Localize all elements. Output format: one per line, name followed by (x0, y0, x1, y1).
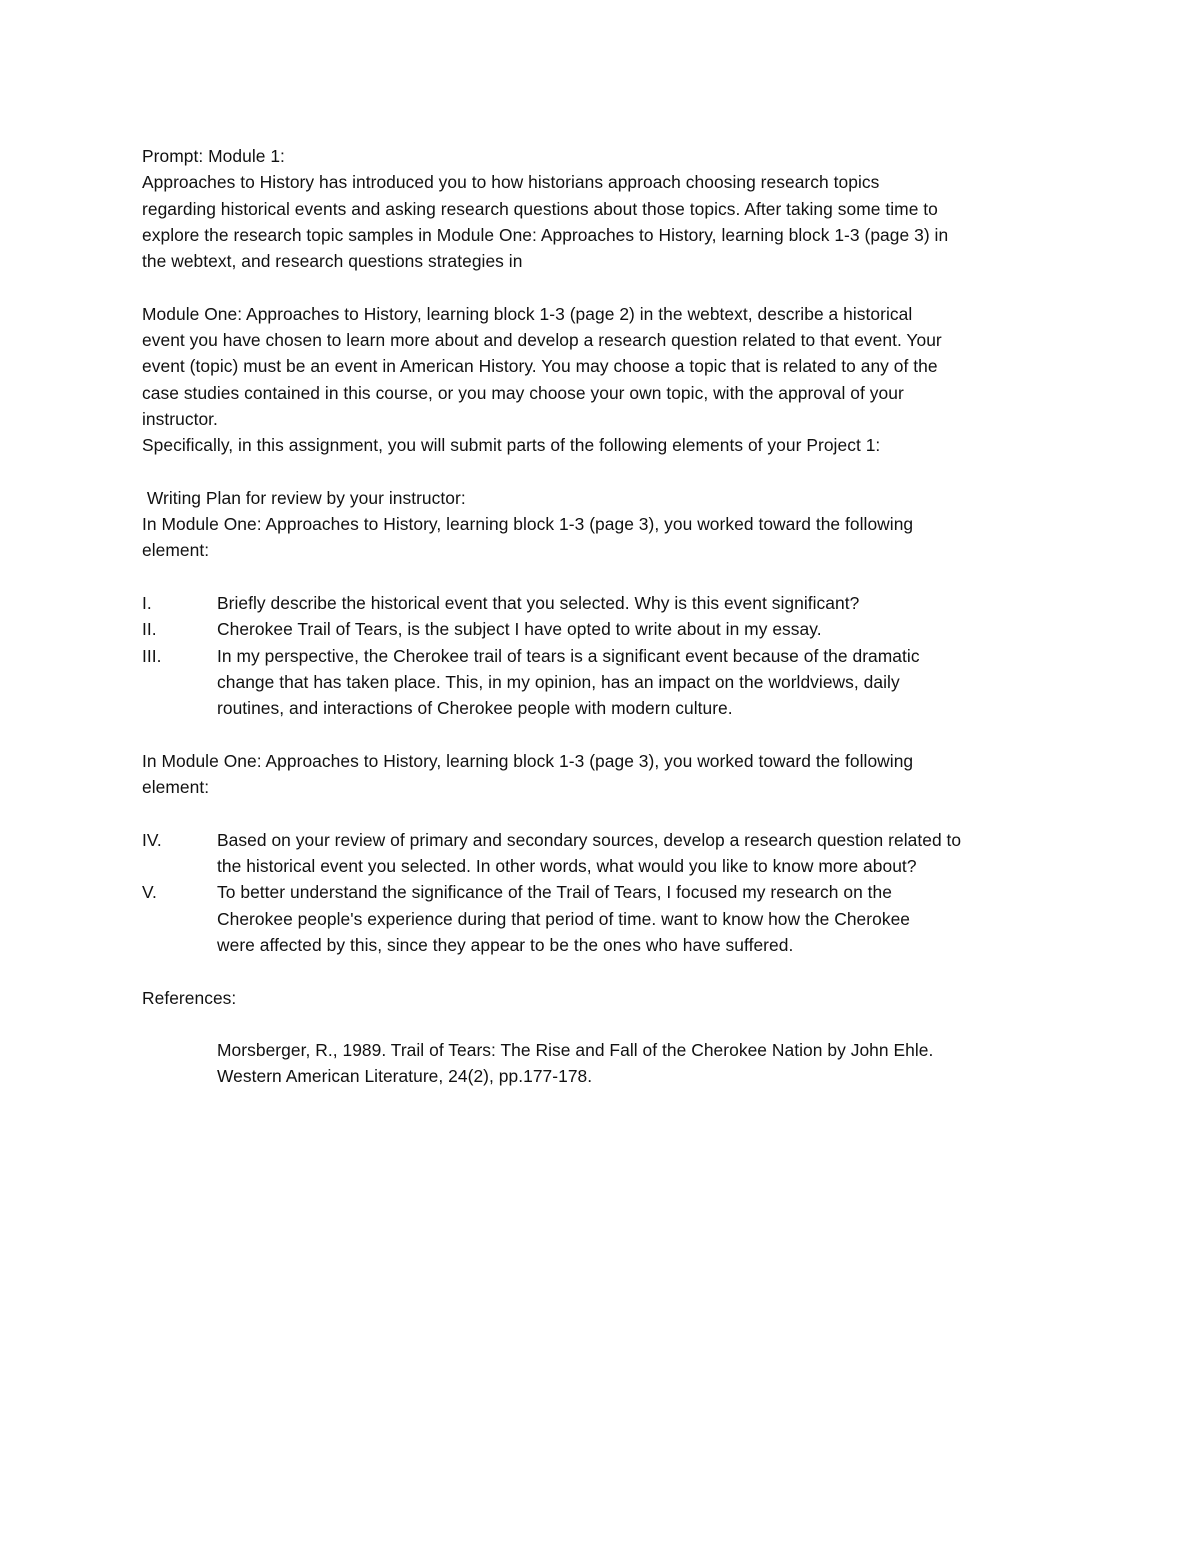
module-line: event you have chosen to learn more about and develop a research question related to that event. Your (142, 330, 942, 351)
module-line: instructor. (142, 408, 218, 429)
writing-plan-heading: Writing Plan for review by your instructor: (142, 487, 466, 508)
list-text (217, 616, 1062, 642)
intro-line: explore the research topic samples in Module One: Approaches to History, learning block 1-3 (page 3) in (142, 224, 949, 245)
intro-line: the webtext, and research questions strategies in (142, 251, 523, 272)
list-text (217, 590, 1062, 616)
list-line: Cherokee Trail of Tears, is the subject I have opted to write about in my essay. (217, 619, 822, 640)
element-intro-line: element: (142, 777, 210, 798)
element-intro-line: In Module One: Approaches to History, learning block 1-3 (page 3), you worked toward the following (142, 750, 914, 771)
intro-line: Approaches to History has introduced you to how historians approach choosing research topics (142, 172, 880, 193)
list-item-ii (142, 616, 1062, 642)
list-line: To better understand the significance of the Trail of Tears, I focused my research on the (217, 882, 893, 903)
paragraph-gap (142, 800, 1062, 826)
list-line: the historical event you selected. In other words, what would you like to know more about? (217, 856, 917, 877)
document-body (142, 143, 1062, 1090)
paragraph-gap (142, 1011, 1062, 1037)
prompt-heading: Prompt: Module 1: (142, 146, 285, 166)
module-line: Specifically, in this assignment, you will submit parts of the following elements of your Project 1: (142, 435, 881, 456)
paragraph-gap (142, 958, 1062, 984)
list-item-iv (142, 827, 1062, 880)
list-number: II. (142, 619, 157, 640)
list-number: IV. (142, 829, 162, 850)
paragraph-gap (142, 564, 1062, 590)
list-number: V. (142, 882, 157, 903)
list-line: were affected by this, since they appear to be the ones who have suffered. (217, 934, 794, 955)
list-line: routines, and interactions of Cherokee people with modern culture. (217, 698, 733, 719)
list-item-iii (142, 643, 1062, 722)
module-line: case studies contained in this course, or you may choose your own topic, with the approval of your (142, 382, 904, 403)
list-text (217, 827, 1062, 880)
list-number: I. (142, 593, 152, 614)
list-item-v (142, 879, 1062, 958)
list-number: III. (142, 645, 162, 666)
references-heading: References: (142, 987, 237, 1008)
list-item-i (142, 590, 1062, 616)
reference-line: Morsberger, R., 1989. Trail of Tears: The Rise and Fall of the Cherokee Nation by John Ehle. (217, 1040, 934, 1061)
list-text (217, 879, 1062, 958)
element-intro-line: In Module One: Approaches to History, learning block 1-3 (page 3), you worked toward the following (142, 514, 914, 535)
list-line: Briefly describe the historical event that you selected. Why is this event significant? (217, 593, 860, 614)
reference-line: Western American Literature, 24(2), pp.177-178. (217, 1066, 593, 1087)
paragraph-gap (142, 459, 1062, 485)
list-line: change that has taken place. This, in my opinion, has an impact on the worldviews, daily (217, 671, 900, 692)
module-line: Module One: Approaches to History, learning block 1-3 (page 2) in the webtext, describe a historical (142, 303, 913, 324)
list-line: Cherokee people's experience during that period of time. want to know how the Cherokee (217, 908, 911, 929)
reference-entry (142, 1037, 1062, 1090)
paragraph-gap (142, 274, 1062, 300)
paragraph-gap (142, 722, 1062, 748)
list-text (217, 643, 1062, 722)
module-line: event (topic) must be an event in American History. You may choose a topic that is related to any of the (142, 356, 938, 377)
intro-line: regarding historical events and asking research questions about those topics. After taking some time to (142, 198, 938, 219)
list-line: Based on your review of primary and secondary sources, develop a research question related to (217, 829, 962, 850)
list-line: In my perspective, the Cherokee trail of tears is a significant event because of the dramatic (217, 645, 920, 666)
element-intro-line: element: (142, 540, 210, 561)
